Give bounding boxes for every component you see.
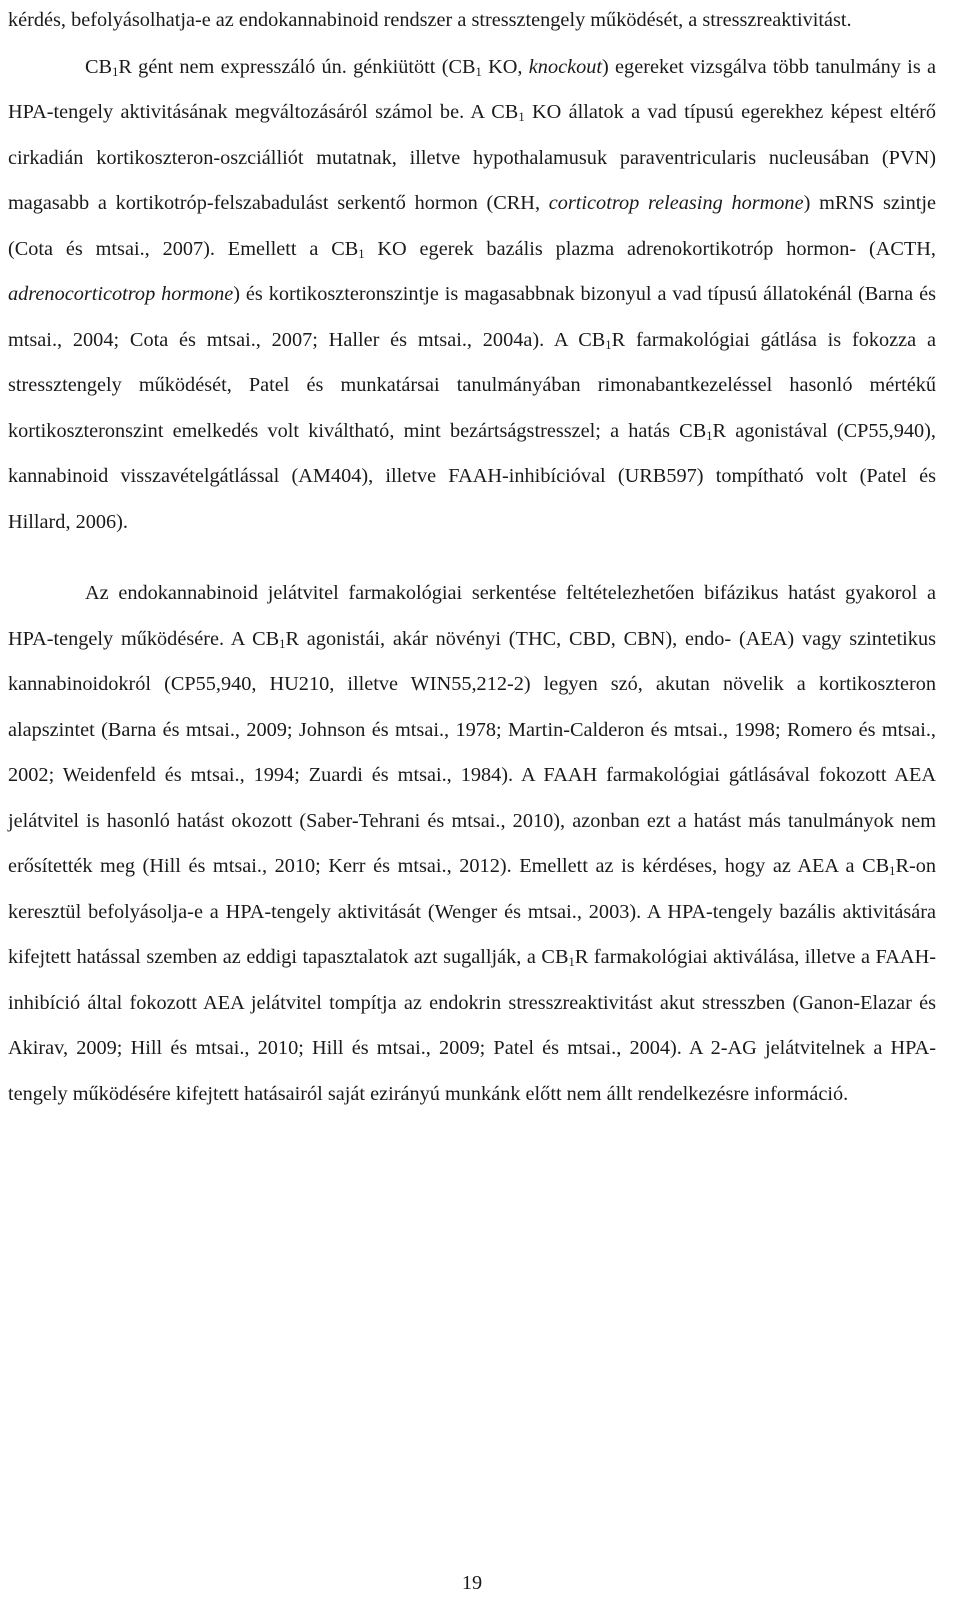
italic-term: corticotrop releasing hormone — [548, 192, 804, 214]
subscript: 1 — [279, 636, 286, 651]
subscript: 1 — [706, 428, 713, 443]
subscript: 1 — [358, 246, 365, 261]
text-run: CB — [85, 55, 113, 78]
document-page — [8, 0, 936, 1610]
text-run: KO, — [481, 55, 529, 78]
text-run: R farmakológiai aktiválása, illetve a FAAH-inhibíció által fokozott AEA jelátvitel tompítja az endokrin stresszreaktivitást akut stresszben (Ganon-Elazar és Akirav, 2009; Hill és mtsai., 2010; Hill és mtsai., 2009; Patel és mtsai., 2004). A 2-AG jelátvitelnek a HPA-tengely működésére kifejtett hatásairól saját ezirányú munkánk előtt nem állt rendelkezésre információ. — [8, 946, 936, 1105]
subscript: 1 — [475, 64, 482, 79]
subscript: 1 — [605, 337, 612, 352]
subscript: 1 — [518, 110, 525, 125]
text-run: Az endokannabinoid jelátvitel farmakológiai serkentése feltételezhetően bifázikus hatást gyakorol a HPA-tengely működésére. A CB — [8, 582, 936, 650]
page-number: 19 — [461, 1572, 483, 1594]
text-run: ) egereket vizsgálva több tanulmány is a HPA-tengely aktivitásának megváltozásáról számol be. A CB — [8, 55, 937, 123]
italic-term: knockout — [528, 55, 602, 78]
text-run: ) mRNS szintje (Cota és mtsai., 2007). Emellett a CB — [8, 192, 936, 260]
text-run: kérdés, befolyásolhatja-e az endokannabinoid rendszer a stressztengely működését, a stresszreaktivitást. — [8, 9, 852, 31]
text-run: R farmakológiai gátlása is fokozza a stressztengely működését, Patel és munkatársai tanulmányában rimonabantkezeléssel hasonló mértékű kortikoszteronszint emelkedés volt kiváltható, mint bezártságstresszel; a hatás CB — [8, 328, 937, 442]
paragraph-endocannabinoid-stimulation — [8, 571, 936, 1117]
text-run: R agonistái, akár növényi (THC, CBD, CBN), endo- (AEA) vagy szintetikus kannabinoidokról (CP55,940, HU210, illetve WIN55,212-2) legyen szó, akutan növelik a kortikoszteron alapszintet (Barna és mtsai., 2009; Johnson és mtsai., 1978; Martin-Calderon és mtsai., 1998; Romero és mtsai., 2002; Weidenfeld és mtsai., 1994; Zuardi és mtsai., 1984). A FAAH farmakológiai gátlásával fokozott AEA jelátvitel is hasonló hatást okozott (Saber-Tehrani és mtsai., 2010), azonban ezt a hatást más tanulmányok nem erősítették meg (Hill és mtsai., 2010; Kerr és mtsai., 2012). Emellett az is kérdéses, hogy az AEA a CB — [8, 627, 936, 877]
text-run: KO állatok a vad típusú egerekhez képest eltérő cirkadián kortikoszteron-oszciálliót mutatnak, illetve hypothalamusuk paraventricularis nucleusában (PVN) magasabb a kortikotróp-felszabadulást serkentő hormon (CRH, — [8, 101, 936, 214]
text-run: R gént nem expresszáló ún. génkiütött (CB — [118, 55, 476, 78]
text-run: R-on keresztül befolyásolja-e a HPA-tengely aktivitását (Wenger és mtsai., 2003). A HPA-tengely bazális aktivitására kifejtett hatással szemben az eddigi tapasztalatok azt sugallják, a CB — [8, 855, 936, 968]
paragraph-cb1-knockout — [8, 45, 936, 546]
text-run: ) és kortikoszteronszintje is magasabbnak bizonyul a vad típusú állatokénál (Barna és mtsai., 2004; Cota és mtsai., 2007; Haller és mtsai., 2004a). A CB — [8, 283, 936, 351]
text-run: KO egerek bazális plazma adrenokortikotróp hormon- (ACTH, — [364, 237, 936, 260]
subscript: 1 — [889, 864, 896, 879]
subscript: 1 — [568, 955, 575, 970]
subscript: 1 — [112, 64, 119, 79]
italic-term: adrenocorticotrop hormone — [8, 283, 234, 305]
text-run: R agonistával (CP55,940), kannabinoid visszavételgátlással (AM404), illetve FAAH-inhibícióval (URB597) tompítható volt (Patel és Hillard, 2006). — [8, 419, 936, 533]
paragraph-intro-continuation — [8, 0, 936, 44]
